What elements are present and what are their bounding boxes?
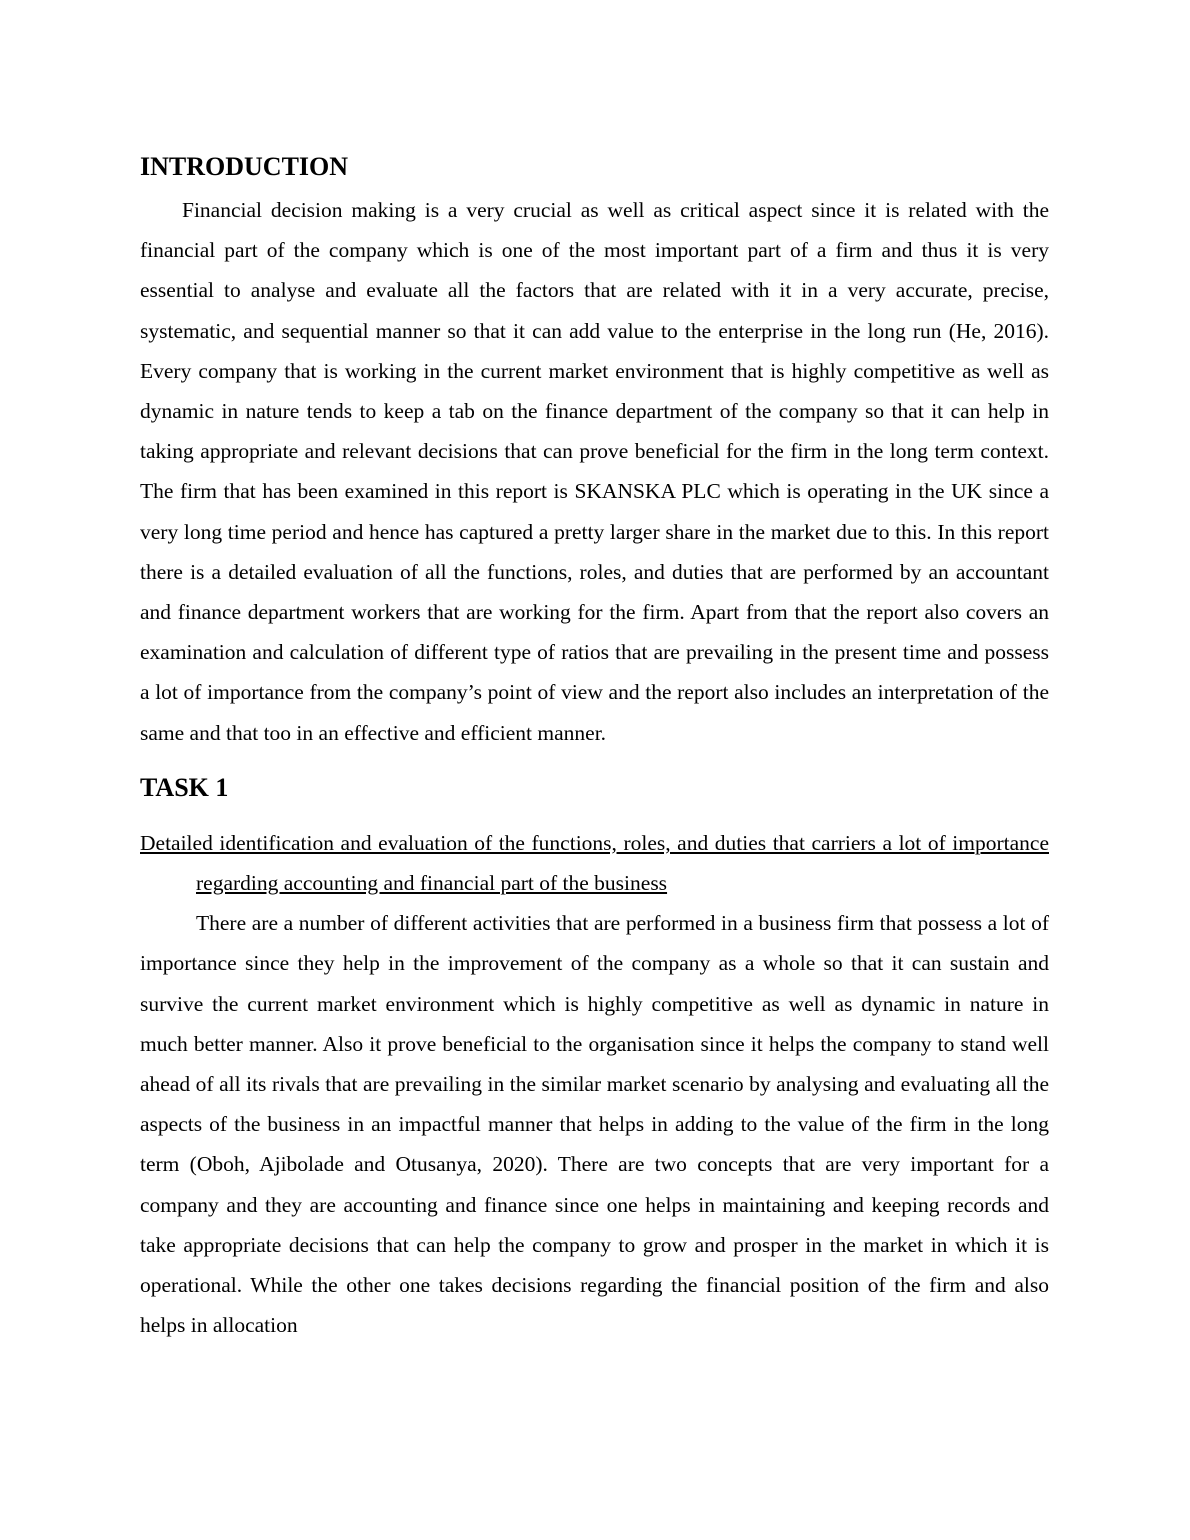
introduction-paragraph: Financial decision making is a very crucial as well as critical aspect since it is related with the financial part of the company which is one of the most important part of a firm and thus it is very essential to analyse and evaluate all the factors that are related with it in a very accurate, precise, systematic, and sequential manner so that it can add value to the enterprise in the long run (He, 2016). Every company that is working in the current market environment that is highly competitive as well as dynamic in nature tends to keep a tab on the finance department of the company so that it can help in taking appropriate and relevant decisions that can prove beneficial for the firm in the long term context. The firm that has been examined in this report is SKANSKA PLC which is operating in the UK since a very long time period and hence has captured a pretty larger share in the market due to this. In this report there is a detailed evaluation of all the functions, roles, and duties that are performed by an accountant and finance department workers that are working for the firm. Apart from that the report also covers an examination and calculation of different type of ratios that are prevailing in the present time and possess a lot of importance from the company’s point of view and the report also includes an interpretation of the same and that too in an effective and efficient manner. bbox=[140, 198, 1049, 745]
document-page bbox=[140, 148, 1049, 1345]
task-1-paragraph: There are a number of different activities that are performed in a business firm that possess a lot of importance since they help in the improvement of the company as a whole so that it can sustain and survive the current market environment which is highly competitive as well as dynamic in nature in much better manner. Also it prove beneficial to the organisation since it helps the company to stand well ahead of all its rivals that are prevailing in the similar market scenario by analysing and evaluating all the aspects of the business in an impactful manner that helps in adding to the value of the firm in the long term (Oboh, Ajibolade and Otusanya, 2020). There are two concepts that are very important for a company and they are accounting and finance since one helps in maintaining and keeping records and take appropriate decisions that can help the company to grow and prosper in the market in which it is operational. While the other one takes decisions regarding the financial position of the firm and also helps in allocation bbox=[140, 911, 1049, 1338]
task-1-subheading: Detailed identification and evaluation of the functions, roles, and duties that carriers a lot of importance regarding accounting and financial part of the business bbox=[140, 830, 1049, 896]
introduction-heading: INTRODUCTION bbox=[140, 152, 349, 181]
task-1-heading: TASK 1 bbox=[140, 772, 229, 802]
